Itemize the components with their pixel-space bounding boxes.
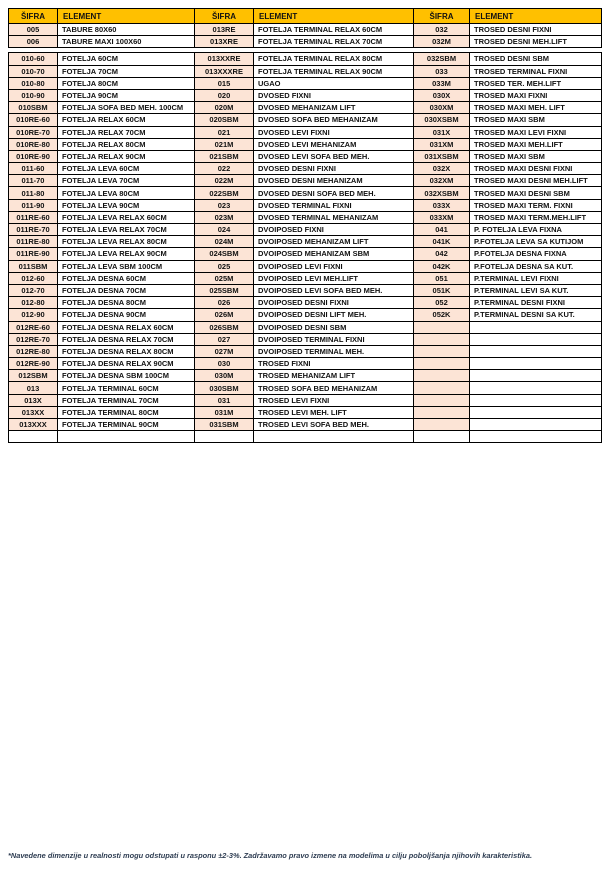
code-cell: 011-60 — [9, 163, 58, 175]
code-cell: 031SBM — [195, 419, 254, 431]
element-cell — [470, 382, 602, 394]
element-cell: DVOSED DESNI FIXNI — [254, 163, 414, 175]
code-cell — [414, 321, 470, 333]
code-cell: 011SBM — [9, 260, 58, 272]
code-cell: 030XM — [414, 102, 470, 114]
element-cell: TROSED MAXI TERM.MEH.LIFT — [470, 211, 602, 223]
code-cell: 030XSBM — [414, 114, 470, 126]
element-cell: DVOSED DESNI MEHANIZAM — [254, 175, 414, 187]
code-cell: 005 — [9, 24, 58, 36]
table-row — [9, 321, 602, 333]
code-cell: 023 — [195, 199, 254, 211]
code-cell: 013XRE — [195, 36, 254, 48]
element-cell: TROSED MAXI FIXNI — [470, 89, 602, 101]
table-row — [9, 77, 602, 89]
code-cell: 030SBM — [195, 382, 254, 394]
table-row — [9, 138, 602, 150]
element-cell: TROSED DESNI SBM — [470, 53, 602, 65]
element-cell: TROSED MAXI MEH.LIFT — [470, 138, 602, 150]
code-cell: 030 — [195, 358, 254, 370]
element-cell: DVOIPOSED LEVI MEH.LIFT — [254, 272, 414, 284]
element-cell: TROSED DESNI MEH.LIFT — [470, 36, 602, 48]
element-cell: TROSED MAXI DESNI MEH.LIFT — [470, 175, 602, 187]
code-cell — [414, 370, 470, 382]
element-cell: FOTELJA DESNA 60CM — [58, 272, 195, 284]
code-cell: 024M — [195, 236, 254, 248]
element-cell: FOTELJA RELAX 80CM — [58, 138, 195, 150]
code-cell: 042K — [414, 260, 470, 272]
element-cell: FOTELJA RELAX 60CM — [58, 114, 195, 126]
element-cell: DVOSED LEVI SOFA BED MEH. — [254, 150, 414, 162]
element-cell: FOTELJA TERMINAL 90CM — [58, 419, 195, 431]
table-row — [9, 394, 602, 406]
element-cell: P.FOTELJA LEVA SA KUTIJOM — [470, 236, 602, 248]
element-cell — [470, 394, 602, 406]
element-cell: TROSED MAXI DESNI SBM — [470, 187, 602, 199]
table-row — [9, 150, 602, 162]
code-cell: 022SBM — [195, 187, 254, 199]
code-cell: 013XXXRE — [195, 65, 254, 77]
code-cell: 012SBM — [9, 370, 58, 382]
table-row — [9, 236, 602, 248]
element-cell: TROSED SOFA BED MEHANIZAM — [254, 382, 414, 394]
code-cell: 010SBM — [9, 102, 58, 114]
table-row — [9, 163, 602, 175]
code-cell — [195, 431, 254, 443]
element-cell: FOTELJA LEVA RELAX 70CM — [58, 224, 195, 236]
element-cell: P.TERMINAL LEVI FIXNI — [470, 272, 602, 284]
element-cell: DVOIPOSED LEVI SOFA BED MEH. — [254, 284, 414, 296]
element-cell: DVOIPOSED DESNI SBM — [254, 321, 414, 333]
element-cell: DVOSED DESNI SOFA BED MEH. — [254, 187, 414, 199]
code-cell: 012RE-70 — [9, 333, 58, 345]
element-cell: FOTELJA 70CM — [58, 65, 195, 77]
code-cell: 021M — [195, 138, 254, 150]
element-cell: TABURE MAXI 100X60 — [58, 36, 195, 48]
element-cell: TROSED MAXI LEVI FIXNI — [470, 126, 602, 138]
element-cell: FOTELJA DESNA RELAX 60CM — [58, 321, 195, 333]
table-row — [9, 382, 602, 394]
element-cell: P.TERMINAL DESNI SA KUT. — [470, 309, 602, 321]
element-cell: FOTELJA DESNA 70CM — [58, 284, 195, 296]
element-cell: FOTELJA TERMINAL 80CM — [58, 406, 195, 418]
code-cell: 011RE-70 — [9, 224, 58, 236]
element-header-1: ELEMENT — [58, 9, 195, 24]
table-header — [9, 9, 602, 24]
code-cell: 032XSBM — [414, 187, 470, 199]
code-cell: 033XM — [414, 211, 470, 223]
element-cell: DVOIPOSED LEVI FIXNI — [254, 260, 414, 272]
element-cell — [470, 321, 602, 333]
code-cell — [414, 394, 470, 406]
element-cell: FOTELJA LEVA SBM 100CM — [58, 260, 195, 272]
code-cell: 013X — [9, 394, 58, 406]
element-cell: TROSED FIXNI — [254, 358, 414, 370]
element-cell: FOTELJA TERMINAL 60CM — [58, 382, 195, 394]
code-cell: 026SBM — [195, 321, 254, 333]
code-cell: 051K — [414, 284, 470, 296]
table-row — [9, 199, 602, 211]
code-cell: 025 — [195, 260, 254, 272]
code-cell: 012-80 — [9, 297, 58, 309]
table-row — [9, 431, 602, 443]
element-cell: DVOIPOSED FIXNI — [254, 224, 414, 236]
code-cell: 051 — [414, 272, 470, 284]
element-cell: P.FOTELJA DESNA FIXNA — [470, 248, 602, 260]
element-cell: FOTELJA 80CM — [58, 77, 195, 89]
table-row — [9, 284, 602, 296]
code-cell: 010RE-80 — [9, 138, 58, 150]
dimensions-disclaimer-footnote: *Navedene dimenzije u realnosti mogu odstupati u rasponu ±2-3%. Zadržavamo pravo izmene na modelima u cilju poboljšanja njihovih karakteristika. — [8, 851, 532, 860]
code-cell: 010-70 — [9, 65, 58, 77]
code-cell — [414, 382, 470, 394]
code-cell: 013RE — [195, 24, 254, 36]
element-cell: TROSED MAXI SBM — [470, 114, 602, 126]
element-cell: UGAO — [254, 77, 414, 89]
code-cell: 024 — [195, 224, 254, 236]
sifra-header-2: ŠIFRA — [195, 9, 254, 24]
table-row — [9, 126, 602, 138]
element-cell: FOTELJA LEVA 70CM — [58, 175, 195, 187]
code-cell: 030X — [414, 89, 470, 101]
element-cell: FOTELJA RELAX 70CM — [58, 126, 195, 138]
element-cell — [470, 419, 602, 431]
element-cell: TROSED DESNI FIXNI — [470, 24, 602, 36]
code-cell: 020M — [195, 102, 254, 114]
code-cell: 033M — [414, 77, 470, 89]
table-row — [9, 419, 602, 431]
table-row — [9, 333, 602, 345]
code-cell: 032X — [414, 163, 470, 175]
element-cell — [470, 358, 602, 370]
code-cell: 012RE-60 — [9, 321, 58, 333]
header-row — [9, 9, 602, 24]
element-cell: P.TERMINAL DESNI FIXNI — [470, 297, 602, 309]
code-cell: 033X — [414, 199, 470, 211]
code-cell: 031X — [414, 126, 470, 138]
element-cell: FOTELJA DESNA 90CM — [58, 309, 195, 321]
code-cell: 026 — [195, 297, 254, 309]
element-cell: FOTELJA TERMINAL RELAX 60CM — [254, 24, 414, 36]
element-cell: DVOIPOSED DESNI FIXNI — [254, 297, 414, 309]
code-cell — [414, 345, 470, 357]
table-row — [9, 248, 602, 260]
element-cell: FOTELJA 60CM — [58, 53, 195, 65]
element-cell: DVOIPOSED TERMINAL FIXNI — [254, 333, 414, 345]
element-cell: FOTELJA SOFA BED MEH. 100CM — [58, 102, 195, 114]
code-cell — [414, 333, 470, 345]
code-cell: 015 — [195, 77, 254, 89]
code-cell: 041K — [414, 236, 470, 248]
code-cell: 041 — [414, 224, 470, 236]
table-row — [9, 272, 602, 284]
element-cell — [470, 345, 602, 357]
table-row — [9, 406, 602, 418]
code-cell: 010RE-70 — [9, 126, 58, 138]
sifra-header-3: ŠIFRA — [414, 9, 470, 24]
code-cell: 052K — [414, 309, 470, 321]
sifra-header-1: ŠIFRA — [9, 9, 58, 24]
element-cell — [470, 431, 602, 443]
element-cell: FOTELJA DESNA RELAX 70CM — [58, 333, 195, 345]
code-cell — [9, 431, 58, 443]
code-cell: 052 — [414, 297, 470, 309]
element-cell: DVOSED TERMINAL FIXNI — [254, 199, 414, 211]
code-cell: 030M — [195, 370, 254, 382]
element-cell — [470, 370, 602, 382]
code-cell: 012-90 — [9, 309, 58, 321]
element-cell: FOTELJA LEVA RELAX 60CM — [58, 211, 195, 223]
element-cell: FOTELJA DESNA SBM 100CM — [58, 370, 195, 382]
code-cell: 013XX — [9, 406, 58, 418]
code-cell: 011-80 — [9, 187, 58, 199]
element-cell: DVOSED LEVI MEHANIZAM — [254, 138, 414, 150]
element-cell: TROSED LEVI SOFA BED MEH. — [254, 419, 414, 431]
element-cell: TROSED MAXI SBM — [470, 150, 602, 162]
code-cell: 032 — [414, 24, 470, 36]
code-cell: 022M — [195, 175, 254, 187]
element-cell: TROSED MAXI MEH. LIFT — [470, 102, 602, 114]
element-cell: DVOSED TERMINAL MEHANIZAM — [254, 211, 414, 223]
table-row — [9, 24, 602, 36]
table-row — [9, 224, 602, 236]
element-cell — [58, 431, 195, 443]
element-cell: FOTELJA DESNA 80CM — [58, 297, 195, 309]
code-cell: 013XXRE — [195, 53, 254, 65]
code-cell: 024SBM — [195, 248, 254, 260]
element-cell: DVOIPOSED MEHANIZAM SBM — [254, 248, 414, 260]
code-cell: 020SBM — [195, 114, 254, 126]
code-cell: 012RE-80 — [9, 345, 58, 357]
code-cell: 042 — [414, 248, 470, 260]
element-cell — [470, 406, 602, 418]
code-cell: 025SBM — [195, 284, 254, 296]
element-cell: DVOSED SOFA BED MEHANIZAM — [254, 114, 414, 126]
element-cell: FOTELJA LEVA 90CM — [58, 199, 195, 211]
code-cell — [414, 431, 470, 443]
code-cell: 006 — [9, 36, 58, 48]
element-cell: FOTELJA LEVA RELAX 90CM — [58, 248, 195, 260]
code-cell: 032XM — [414, 175, 470, 187]
code-cell: 012RE-90 — [9, 358, 58, 370]
element-cell: TABURE 80X60 — [58, 24, 195, 36]
code-cell: 011-70 — [9, 175, 58, 187]
code-cell: 031XM — [414, 138, 470, 150]
element-cell: FOTELJA LEVA 60CM — [58, 163, 195, 175]
element-cell: TROSED MAXI TERM. FIXNI — [470, 199, 602, 211]
code-cell: 010RE-60 — [9, 114, 58, 126]
code-cell: 012-60 — [9, 272, 58, 284]
code-cell: 032SBM — [414, 53, 470, 65]
element-cell: TROSED LEVI MEH. LIFT — [254, 406, 414, 418]
code-cell: 010-80 — [9, 77, 58, 89]
code-cell — [414, 358, 470, 370]
table-row — [9, 297, 602, 309]
table-row — [9, 309, 602, 321]
element-cell: DVOIPOSED MEHANIZAM LIFT — [254, 236, 414, 248]
table-row — [9, 187, 602, 199]
element-cell: FOTELJA TERMINAL 70CM — [58, 394, 195, 406]
code-cell: 010-90 — [9, 89, 58, 101]
element-cell: P. FOTELJA LEVA FIXNA — [470, 224, 602, 236]
code-cell: 022 — [195, 163, 254, 175]
element-cell: FOTELJA 90CM — [58, 89, 195, 101]
code-cell: 033 — [414, 65, 470, 77]
code-cell: 013XXX — [9, 419, 58, 431]
element-cell: FOTELJA DESNA RELAX 90CM — [58, 358, 195, 370]
element-header-3: ELEMENT — [470, 9, 602, 24]
code-cell: 026M — [195, 309, 254, 321]
element-header-2: ELEMENT — [254, 9, 414, 24]
element-cell: FOTELJA DESNA RELAX 80CM — [58, 345, 195, 357]
element-cell: DVOIPOSED DESNI LIFT MEH. — [254, 309, 414, 321]
code-cell: 011-90 — [9, 199, 58, 211]
element-cell: DVOSED LEVI FIXNI — [254, 126, 414, 138]
code-cell: 025M — [195, 272, 254, 284]
table-row — [9, 260, 602, 272]
code-cell: 013 — [9, 382, 58, 394]
element-cell: FOTELJA LEVA RELAX 80CM — [58, 236, 195, 248]
code-cell: 031M — [195, 406, 254, 418]
element-cell: TROSED MEHANIZAM LIFT — [254, 370, 414, 382]
element-cell: DVOSED MEHANIZAM LIFT — [254, 102, 414, 114]
element-cell: FOTELJA RELAX 90CM — [58, 150, 195, 162]
element-cell: FOTELJA LEVA 80CM — [58, 187, 195, 199]
table-row — [9, 114, 602, 126]
table-row — [9, 211, 602, 223]
code-cell — [414, 419, 470, 431]
code-cell: 011RE-60 — [9, 211, 58, 223]
code-cell: 031XSBM — [414, 150, 470, 162]
element-codes-table — [8, 8, 602, 443]
element-cell: FOTELJA TERMINAL RELAX 80CM — [254, 53, 414, 65]
element-cell: P.FOTELJA DESNA SA KUT. — [470, 260, 602, 272]
table-row — [9, 358, 602, 370]
element-cell — [470, 333, 602, 345]
table-row — [9, 370, 602, 382]
code-cell: 031 — [195, 394, 254, 406]
element-cell: DVOSED FIXNI — [254, 89, 414, 101]
element-cell: TROSED MAXI DESNI FIXNI — [470, 163, 602, 175]
code-cell: 012-70 — [9, 284, 58, 296]
table-row — [9, 36, 602, 48]
code-cell: 021SBM — [195, 150, 254, 162]
element-cell: TROSED TER. MEH.LIFT — [470, 77, 602, 89]
code-cell: 027M — [195, 345, 254, 357]
code-cell: 023M — [195, 211, 254, 223]
table-row — [9, 175, 602, 187]
table-body — [9, 24, 602, 443]
code-cell: 011RE-90 — [9, 248, 58, 260]
code-cell: 027 — [195, 333, 254, 345]
table-row — [9, 89, 602, 101]
element-cell: TROSED TERMINAL FIXNI — [470, 65, 602, 77]
code-cell: 021 — [195, 126, 254, 138]
element-cell: P.TERMINAL LEVI SA KUT. — [470, 284, 602, 296]
element-cell: TROSED LEVI FIXNI — [254, 394, 414, 406]
code-cell — [414, 406, 470, 418]
table-row — [9, 65, 602, 77]
table-row — [9, 102, 602, 114]
element-cell — [254, 431, 414, 443]
element-cell: DVOIPOSED TERMINAL MEH. — [254, 345, 414, 357]
code-cell: 010-60 — [9, 53, 58, 65]
code-cell: 011RE-80 — [9, 236, 58, 248]
element-cell: FOTELJA TERMINAL RELAX 90CM — [254, 65, 414, 77]
code-cell: 010RE-90 — [9, 150, 58, 162]
element-cell: FOTELJA TERMINAL RELAX 70CM — [254, 36, 414, 48]
code-cell: 020 — [195, 89, 254, 101]
table-row — [9, 53, 602, 65]
table-row — [9, 345, 602, 357]
code-cell: 032M — [414, 36, 470, 48]
